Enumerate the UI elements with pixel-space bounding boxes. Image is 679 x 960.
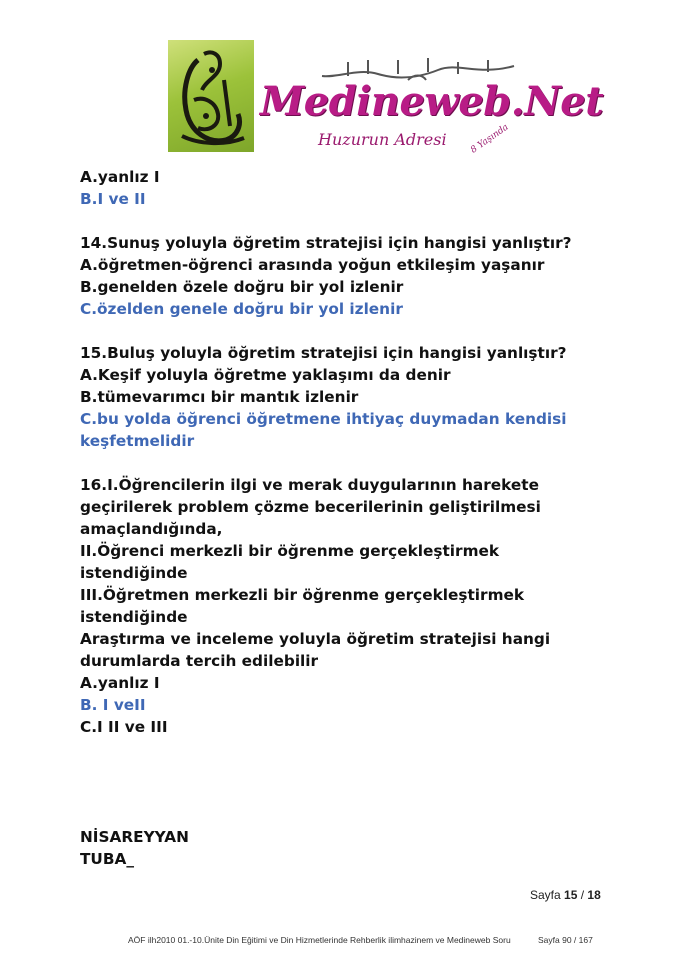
option-a: A.Keşif yoluyla öğretme yaklaşımı da denir [80,366,451,384]
age-badge: 8 Yaşında [469,122,511,156]
page-separator: / [580,888,585,902]
spacer [80,452,620,474]
document-body [80,166,620,870]
question-16-line: 16.I.Öğrencilerin ilgi ve merak duygularının harekete [80,476,539,494]
question-16-line: III.Öğretmen merkezli bir öğrenme gerçekleştirmek [80,586,525,604]
question-16-line: geçirilerek problem çözme becerilerinin geliştirilmesi [80,498,541,516]
spacer [80,738,620,826]
question-16-line: istendiğinde [80,608,188,626]
author-name: NİSAREYYAN [80,828,189,846]
brand-name: Medineweb.Net [260,78,604,125]
spacer [80,320,620,342]
answer-option: B. I veII [80,696,146,714]
option-a: A.öğretmen-öğrenci arasında yoğun etkileşim yaşanır [80,256,545,274]
header-logo [168,40,604,156]
question-15: 15.Buluş yoluyla öğretim stratejisi için hangisi yanlıştır? [80,344,567,362]
footer-page-number: Sayfa 90 / 167 [538,935,593,945]
option-b: B.tümevarımcı bir mantık izlenir [80,388,359,406]
page-number [530,888,601,902]
answer-option-continued: keşfetmelidir [80,432,195,450]
page-current: 15 [564,888,578,902]
answer-option: B.I ve II [80,190,146,208]
option-c: C.I II ve III [80,718,168,736]
question-16-line: durumlarda tercih edilebilir [80,652,319,670]
question-14: 14.Sunuş yoluyla öğretim stratejisi için hangisi yanlıştır? [80,234,572,252]
option-a: A.yanlız I [80,674,160,692]
question-16-line: Araştırma ve inceleme yoluyla öğretim stratejisi hangi [80,630,551,648]
option-b: B.genelden özele doğru bir yol izlenir [80,278,404,296]
question-16-line: amaçlandığında, [80,520,223,538]
brand-tagline: Huzurun Adresi [318,130,447,149]
page-total: 18 [587,888,601,902]
option-a: A.yanlız I [80,168,160,186]
answer-option: C.bu yolda öğrenci öğretmene ihtiyaç duymadan kendisi [80,410,567,428]
question-16-line: II.Öğrenci merkezli bir öğrenme gerçekleştirmek [80,542,500,560]
author-name: TUBA_ [80,850,135,868]
calligraphy-emblem-icon [168,40,254,152]
page-label: Sayfa [530,888,561,902]
footer-text: AÖF ilh2010 01.-10.Ünite Din Eğitimi ve Din Hizmetlerinde Rehberlik ilimhazinem ve Medineweb Soru [128,935,511,945]
question-16-line: istendiğinde [80,564,188,582]
spacer [80,210,620,232]
answer-option: C.özelden genele doğru bir yol izlenir [80,300,403,318]
